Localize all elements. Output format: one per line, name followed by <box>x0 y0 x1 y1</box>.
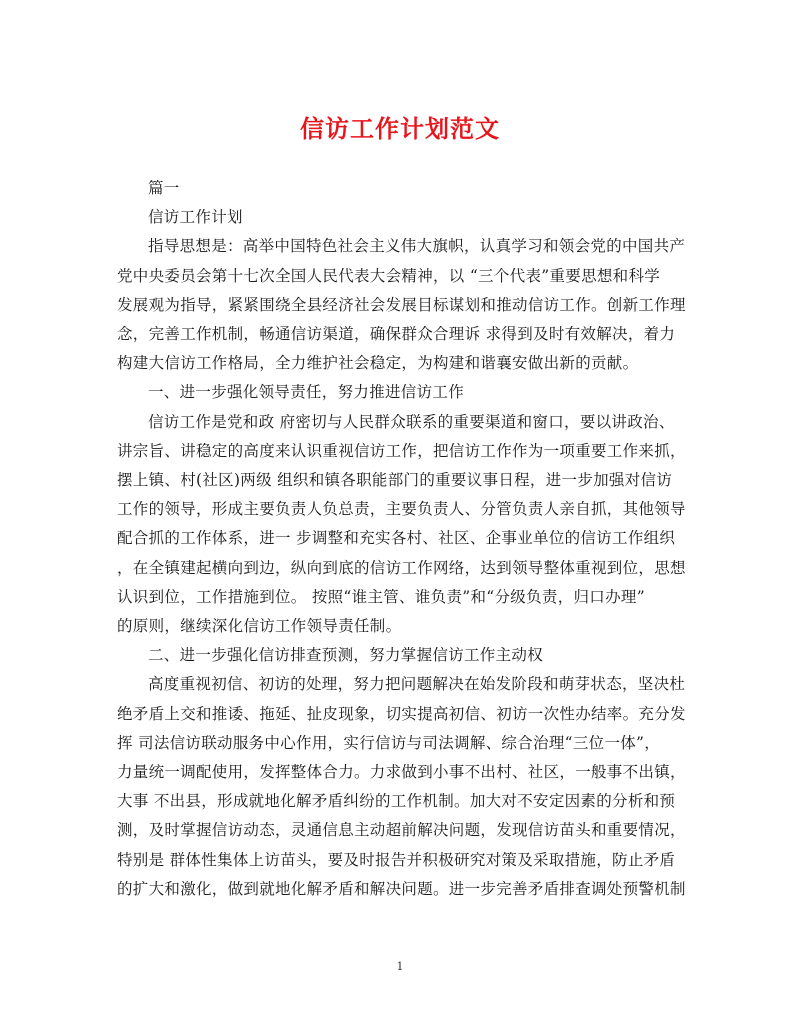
section-heading-1: 一、进一步强化领导责任，努力推进信访工作 <box>148 383 465 402</box>
section-1-paragraph: 信访工作是党和政 府密切与人民群众联系的重要渠道和窗口，要以讲政治、 讲宗旨、讲稳定的高度来认识重视信访工作，把信访工作作为一项重要工作来抓， 摆上镇、村(社区)两级 组织和镇各职能部门的重要议事日程，进一步加强对信访 工作的领导，形成主要负责人负总责，主要负责人、分管负责人亲自抓，其他领导 配合抓的工作体系，进一 步调整和充实各村、社区、企事业单位的信访工作组织 ，在全镇建起横向到边，纵向到底的信访工作网络，达到领导整体重视到位，思想 认识到位，工作措施到位。 按照“谁主管、谁负责”和“分级负责，归口办理” 的原则，继续深化信访工作领导责任制。 <box>117 412 686 636</box>
section-heading-2: 二、进一步强化信访排查预测，努力掌握信访工作主动权 <box>148 646 544 665</box>
document-title: 信访工作计划范文 <box>300 114 500 143</box>
section-label: 篇一 <box>148 179 180 197</box>
page-number: 1 <box>396 960 404 973</box>
guiding-thought-paragraph: 指导思想是：高举中国特色社会主义伟大旗帜，认真学习和领会党的中国共产 党中央委员会第十七次全国人民代表大会精神，以 “三个代表”重要思想和科学 发展观为指导，紧紧围绕全县经济社会发展目标谋划和推动信访工作。创新工作理 念，完善工作机制，畅通信访渠道，确保群众合理诉 求得到及时有效解决，着力 构建大信访工作格局，全力维护社会稳定，为构建和谐襄安做出新的贡献。 <box>117 237 686 373</box>
plan-subtitle: 信访工作计划 <box>148 208 243 227</box>
document-body <box>117 174 687 904</box>
section-2-paragraph: 高度重视初信、初访的处理，努力把问题解决在始发阶段和萌芽状态，坚决杜 绝矛盾上交和推诿、拖延、扯皮现象，切实提高初信、初访一次性办结率。充分发 挥 司法信访联动服务中心作用，实行信访与司法调解、综合治理“三位一体”， 力量统一调配使用，发挥整体合力。力求做到小事不出村、社区，一般事不出镇， 大事 不出县，形成就地化解矛盾纠纷的工作机制。加大对不安定因素的分析和预 测，及时掌握信访动态，灵通信息主动超前解决问题，发现信访苗头和重要情况， 特别是 群体性集体上访苗头，要及时报告并积极研究对策及采取措施，防止矛盾 的扩大和激化，做到就地化解矛盾和解决问题。进一步完善矛盾排查调处预警机制 <box>117 675 686 898</box>
